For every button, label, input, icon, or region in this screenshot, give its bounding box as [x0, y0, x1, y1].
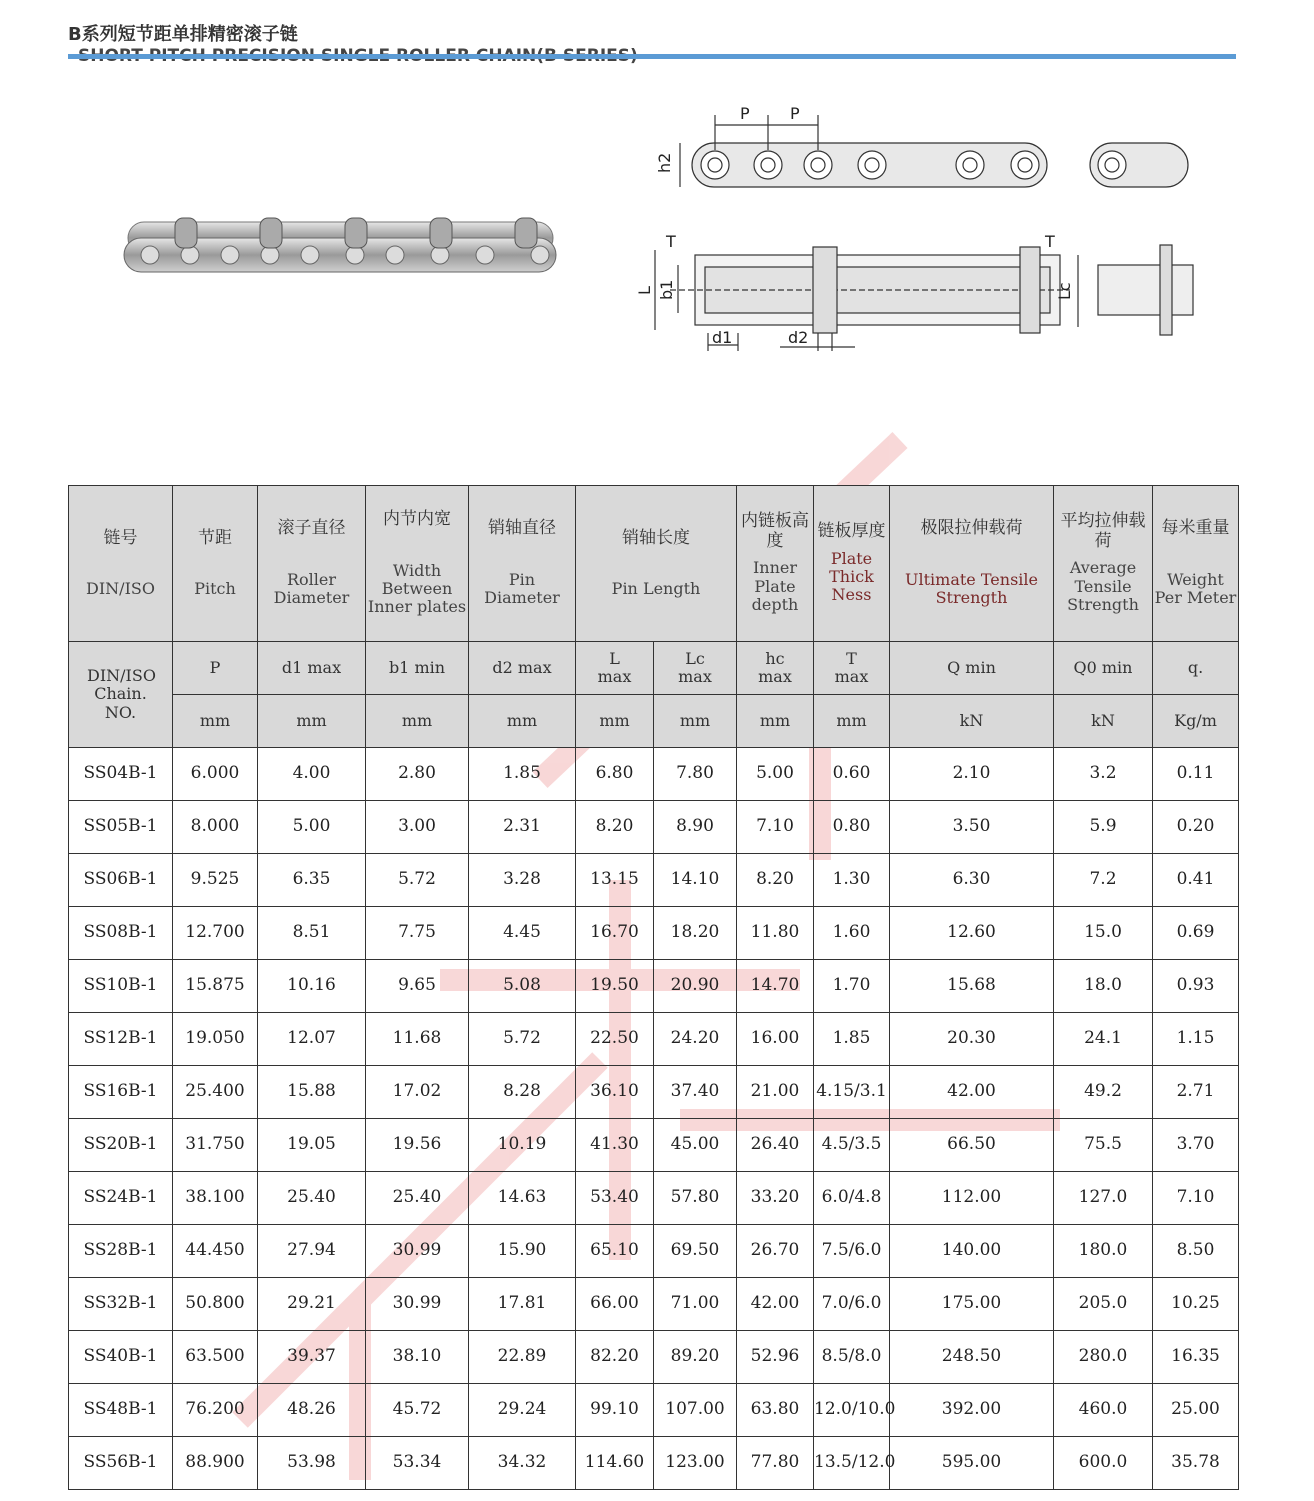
value-cell: 392.00	[890, 1384, 1054, 1437]
value-cell: 1.85	[469, 748, 576, 801]
value-cell: 4.5/3.5	[814, 1119, 890, 1172]
unit-cell: mm	[366, 695, 469, 748]
chain-no-cell: SS08B-1	[69, 907, 173, 960]
value-cell: 8.20	[576, 801, 654, 854]
header-en: Pin Length	[611, 579, 701, 599]
value-cell: 13.15	[576, 854, 654, 907]
value-cell: 107.00	[654, 1384, 737, 1437]
value-cell: 5.00	[737, 748, 814, 801]
chain-no-cell: SS04B-1	[69, 748, 173, 801]
header-en: Width Between Inner plates	[367, 560, 467, 617]
table-row	[69, 801, 1239, 854]
value-cell: 127.0	[1054, 1172, 1153, 1225]
header-cell	[173, 486, 258, 642]
value-cell: 112.00	[890, 1172, 1054, 1225]
value-cell: 4.15/3.1	[814, 1066, 890, 1119]
header-en: Roller Diameter	[273, 569, 350, 608]
value-cell: 53.40	[576, 1172, 654, 1225]
value-cell: 15.90	[469, 1225, 576, 1278]
value-cell: 29.21	[258, 1278, 366, 1331]
table-row	[69, 960, 1239, 1013]
symbol-cell: q.	[1153, 642, 1239, 695]
value-cell: 4.45	[469, 907, 576, 960]
value-cell: 10.25	[1153, 1278, 1239, 1331]
chain-dimension-diagram	[635, 95, 1220, 365]
value-cell: 0.80	[814, 801, 890, 854]
value-cell: 8.51	[258, 907, 366, 960]
value-cell: 19.05	[258, 1119, 366, 1172]
symbol-cell: Q0 min	[1054, 642, 1153, 695]
header-cell	[1054, 486, 1153, 642]
value-cell: 12.0/10.0	[814, 1384, 890, 1437]
value-cell: 3.70	[1153, 1119, 1239, 1172]
chain-no-cell: SS05B-1	[69, 801, 173, 854]
value-cell: 1.15	[1153, 1013, 1239, 1066]
value-cell: 205.0	[1054, 1278, 1153, 1331]
unit-cell: Kg/m	[1153, 695, 1239, 748]
value-cell: 8.28	[469, 1066, 576, 1119]
value-cell: 0.93	[1153, 960, 1239, 1013]
value-cell: 3.28	[469, 854, 576, 907]
label-lc: Lc	[1055, 282, 1074, 300]
value-cell: 3.2	[1054, 748, 1153, 801]
value-cell: 38.100	[173, 1172, 258, 1225]
header-cell	[469, 486, 576, 642]
value-cell: 5.72	[366, 854, 469, 907]
value-cell: 77.80	[737, 1437, 814, 1490]
value-cell: 66.50	[890, 1119, 1054, 1172]
chain-no-cell: SS10B-1	[69, 960, 173, 1013]
chain-no-cell: SS20B-1	[69, 1119, 173, 1172]
header-cell	[69, 486, 173, 642]
value-cell: 180.0	[1054, 1225, 1153, 1278]
table-row	[69, 1331, 1239, 1384]
label-p2: P	[790, 104, 800, 123]
value-cell: 25.40	[258, 1172, 366, 1225]
symbol-cell: hc max	[737, 642, 814, 695]
value-cell: 17.81	[469, 1278, 576, 1331]
header-cn: 链板厚度	[817, 521, 886, 542]
value-cell: 0.60	[814, 748, 890, 801]
value-cell: 19.56	[366, 1119, 469, 1172]
table-row	[69, 854, 1239, 907]
value-cell: 12.07	[258, 1013, 366, 1066]
unit-cell: mm	[814, 695, 890, 748]
value-cell: 8.50	[1153, 1225, 1239, 1278]
table-row	[69, 1119, 1239, 1172]
header-cn: 每米重量	[1161, 518, 1230, 539]
header-en: Inner Plate depth	[751, 558, 799, 615]
unit-cell: mm	[258, 695, 366, 748]
value-cell: 21.00	[737, 1066, 814, 1119]
value-cell: 7.75	[366, 907, 469, 960]
value-cell: 65.10	[576, 1225, 654, 1278]
value-cell: 29.24	[469, 1384, 576, 1437]
chain-no-header: DIN/ISO Chain. NO.	[69, 642, 173, 748]
value-cell: 44.450	[173, 1225, 258, 1278]
symbol-cell: b1 min	[366, 642, 469, 695]
header-cn: 极限拉伸载荷	[920, 518, 1023, 539]
chain-no-cell: SS40B-1	[69, 1331, 173, 1384]
header-cell	[576, 486, 737, 642]
value-cell: 45.00	[654, 1119, 737, 1172]
header-cn: 滚子直径	[277, 518, 346, 539]
value-cell: 12.60	[890, 907, 1054, 960]
chain-no-cell: SS12B-1	[69, 1013, 173, 1066]
value-cell: 69.50	[654, 1225, 737, 1278]
value-cell: 0.69	[1153, 907, 1239, 960]
value-cell: 27.94	[258, 1225, 366, 1278]
value-cell: 25.400	[173, 1066, 258, 1119]
chain-no-cell: SS28B-1	[69, 1225, 173, 1278]
value-cell: 63.80	[737, 1384, 814, 1437]
spec-table	[68, 485, 1239, 1490]
value-cell: 38.10	[366, 1331, 469, 1384]
table-row	[69, 748, 1239, 801]
value-cell: 0.11	[1153, 748, 1239, 801]
value-cell: 11.68	[366, 1013, 469, 1066]
value-cell: 460.0	[1054, 1384, 1153, 1437]
value-cell: 8.90	[654, 801, 737, 854]
header-cn: 平均拉伸载荷	[1060, 511, 1146, 551]
value-cell: 6.000	[173, 748, 258, 801]
value-cell: 26.70	[737, 1225, 814, 1278]
header-cn: 销轴长度	[622, 527, 690, 548]
value-cell: 7.10	[737, 801, 814, 854]
title-cn: B系列短节距单排精密滚子链	[68, 24, 298, 45]
header-cell	[814, 486, 890, 642]
table-row	[69, 1066, 1239, 1119]
value-cell: 75.5	[1054, 1119, 1153, 1172]
header-cn: 销轴直径	[488, 518, 556, 539]
symbol-cell: T max	[814, 642, 890, 695]
header-en: Weight Per Meter	[1154, 569, 1237, 608]
value-cell: 9.65	[366, 960, 469, 1013]
value-cell: 10.16	[258, 960, 366, 1013]
chain-no-cell: SS24B-1	[69, 1172, 173, 1225]
value-cell: 6.35	[258, 854, 366, 907]
unit-cell: mm	[737, 695, 814, 748]
value-cell: 37.40	[654, 1066, 737, 1119]
value-cell: 22.89	[469, 1331, 576, 1384]
value-cell: 5.08	[469, 960, 576, 1013]
value-cell: 5.9	[1054, 801, 1153, 854]
label-l: L	[635, 286, 654, 295]
value-cell: 34.32	[469, 1437, 576, 1490]
value-cell: 1.70	[814, 960, 890, 1013]
value-cell: 0.20	[1153, 801, 1239, 854]
value-cell: 89.20	[654, 1331, 737, 1384]
value-cell: 53.98	[258, 1437, 366, 1490]
header-cell	[1153, 486, 1239, 642]
value-cell: 595.00	[890, 1437, 1054, 1490]
table-row	[69, 907, 1239, 960]
value-cell: 99.10	[576, 1384, 654, 1437]
value-cell: 41.30	[576, 1119, 654, 1172]
value-cell: 20.90	[654, 960, 737, 1013]
value-cell: 140.00	[890, 1225, 1054, 1278]
value-cell: 5.00	[258, 801, 366, 854]
symbol-cell: d1 max	[258, 642, 366, 695]
unit-cell: mm	[576, 695, 654, 748]
value-cell: 6.0/4.8	[814, 1172, 890, 1225]
value-cell: 45.72	[366, 1384, 469, 1437]
value-cell: 19.50	[576, 960, 654, 1013]
value-cell: 25.40	[366, 1172, 469, 1225]
value-cell: 26.40	[737, 1119, 814, 1172]
page-title	[68, 20, 638, 66]
value-cell: 2.31	[469, 801, 576, 854]
value-cell: 4.00	[258, 748, 366, 801]
value-cell: 14.63	[469, 1172, 576, 1225]
header-cell	[366, 486, 469, 642]
value-cell: 18.20	[654, 907, 737, 960]
value-cell: 42.00	[890, 1066, 1054, 1119]
symbol-cell: Q min	[890, 642, 1054, 695]
value-cell: 1.30	[814, 854, 890, 907]
value-cell: 3.50	[890, 801, 1054, 854]
value-cell: 114.60	[576, 1437, 654, 1490]
value-cell: 13.5/12.0	[814, 1437, 890, 1490]
value-cell: 7.10	[1153, 1172, 1239, 1225]
header-cn: 节距	[198, 527, 232, 548]
label-b1: b1	[657, 279, 676, 300]
chain-no-cell: SS48B-1	[69, 1384, 173, 1437]
symbol-cell: Lc max	[654, 642, 737, 695]
value-cell: 36.10	[576, 1066, 654, 1119]
value-cell: 66.00	[576, 1278, 654, 1331]
value-cell: 16.70	[576, 907, 654, 960]
table-row	[69, 1172, 1239, 1225]
header-cn: 链号	[103, 527, 138, 548]
header-en: Ultimate Tensile Strength	[905, 569, 1038, 608]
value-cell: 76.200	[173, 1384, 258, 1437]
label-t2: T	[1045, 232, 1055, 251]
value-cell: 25.00	[1153, 1384, 1239, 1437]
label-d2: d2	[788, 328, 809, 347]
header-en: Pin Diameter	[484, 569, 560, 608]
value-cell: 57.80	[654, 1172, 737, 1225]
value-cell: 49.2	[1054, 1066, 1153, 1119]
header-cn: 内节内宽	[383, 509, 451, 530]
chain-no-cell: SS56B-1	[69, 1437, 173, 1490]
value-cell: 10.19	[469, 1119, 576, 1172]
value-cell: 19.050	[173, 1013, 258, 1066]
value-cell: 30.99	[366, 1225, 469, 1278]
table-row	[69, 1013, 1239, 1066]
value-cell: 7.0/6.0	[814, 1278, 890, 1331]
value-cell: 17.02	[366, 1066, 469, 1119]
value-cell: 175.00	[890, 1278, 1054, 1331]
chain-no-cell: SS06B-1	[69, 854, 173, 907]
label-d1: d1	[712, 328, 733, 347]
value-cell: 22.50	[576, 1013, 654, 1066]
value-cell: 123.00	[654, 1437, 737, 1490]
value-cell: 42.00	[737, 1278, 814, 1331]
header-cell	[737, 486, 814, 642]
value-cell: 248.50	[890, 1331, 1054, 1384]
value-cell: 71.00	[654, 1278, 737, 1331]
value-cell: 8.20	[737, 854, 814, 907]
value-cell: 6.80	[576, 748, 654, 801]
value-cell: 6.30	[890, 854, 1054, 907]
value-cell: 2.80	[366, 748, 469, 801]
value-cell: 3.00	[366, 801, 469, 854]
value-cell: 7.5/6.0	[814, 1225, 890, 1278]
value-cell: 18.0	[1054, 960, 1153, 1013]
value-cell: 8.000	[173, 801, 258, 854]
label-t1: T	[666, 232, 676, 251]
symbol-cell: P	[173, 642, 258, 695]
unit-cell: mm	[173, 695, 258, 748]
value-cell: 12.700	[173, 907, 258, 960]
table-row	[69, 1384, 1239, 1437]
value-cell: 1.60	[814, 907, 890, 960]
unit-cell: mm	[469, 695, 576, 748]
title-underline	[68, 54, 1236, 59]
header-cn: 内链板高度	[741, 511, 809, 551]
value-cell: 24.1	[1054, 1013, 1153, 1066]
symbol-cell: L max	[576, 642, 654, 695]
value-cell: 2.10	[890, 748, 1054, 801]
value-cell: 50.800	[173, 1278, 258, 1331]
value-cell: 15.875	[173, 960, 258, 1013]
value-cell: 63.500	[173, 1331, 258, 1384]
unit-cell: mm	[654, 695, 737, 748]
unit-cell: kN	[1054, 695, 1153, 748]
value-cell: 5.72	[469, 1013, 576, 1066]
value-cell: 600.0	[1054, 1437, 1153, 1490]
header-en: Plate Thick Ness	[829, 548, 874, 605]
value-cell: 30.99	[366, 1278, 469, 1331]
value-cell: 280.0	[1054, 1331, 1153, 1384]
header-en: Pitch	[194, 579, 236, 599]
value-cell: 8.5/8.0	[814, 1331, 890, 1384]
value-cell: 33.20	[737, 1172, 814, 1225]
value-cell: 2.71	[1153, 1066, 1239, 1119]
header-cell	[258, 486, 366, 642]
value-cell: 16.35	[1153, 1331, 1239, 1384]
value-cell: 0.41	[1153, 854, 1239, 907]
header-cell	[890, 486, 1054, 642]
value-cell: 20.30	[890, 1013, 1054, 1066]
value-cell: 7.80	[654, 748, 737, 801]
chain-no-cell: SS32B-1	[69, 1278, 173, 1331]
value-cell: 15.88	[258, 1066, 366, 1119]
header-en: Average Tensile Strength	[1067, 558, 1139, 615]
value-cell: 11.80	[737, 907, 814, 960]
label-h2: h2	[655, 152, 674, 173]
unit-cell: kN	[890, 695, 1054, 748]
value-cell: 24.20	[654, 1013, 737, 1066]
value-cell: 53.34	[366, 1437, 469, 1490]
value-cell: 48.26	[258, 1384, 366, 1437]
value-cell: 15.68	[890, 960, 1054, 1013]
value-cell: 9.525	[173, 854, 258, 907]
value-cell: 31.750	[173, 1119, 258, 1172]
value-cell: 52.96	[737, 1331, 814, 1384]
value-cell: 82.20	[576, 1331, 654, 1384]
value-cell: 7.2	[1054, 854, 1153, 907]
value-cell: 88.900	[173, 1437, 258, 1490]
value-cell: 39.37	[258, 1331, 366, 1384]
table-row	[69, 1278, 1239, 1331]
header-en: DIN/ISO	[86, 579, 155, 599]
value-cell: 1.85	[814, 1013, 890, 1066]
value-cell: 16.00	[737, 1013, 814, 1066]
label-p1: P	[740, 104, 750, 123]
chain-no-cell: SS16B-1	[69, 1066, 173, 1119]
table-row	[69, 1225, 1239, 1278]
value-cell: 35.78	[1153, 1437, 1239, 1490]
table-row	[69, 1437, 1239, 1490]
chain-photo	[120, 200, 560, 290]
symbol-cell: d2 max	[469, 642, 576, 695]
value-cell: 15.0	[1054, 907, 1153, 960]
value-cell: 14.70	[737, 960, 814, 1013]
value-cell: 14.10	[654, 854, 737, 907]
